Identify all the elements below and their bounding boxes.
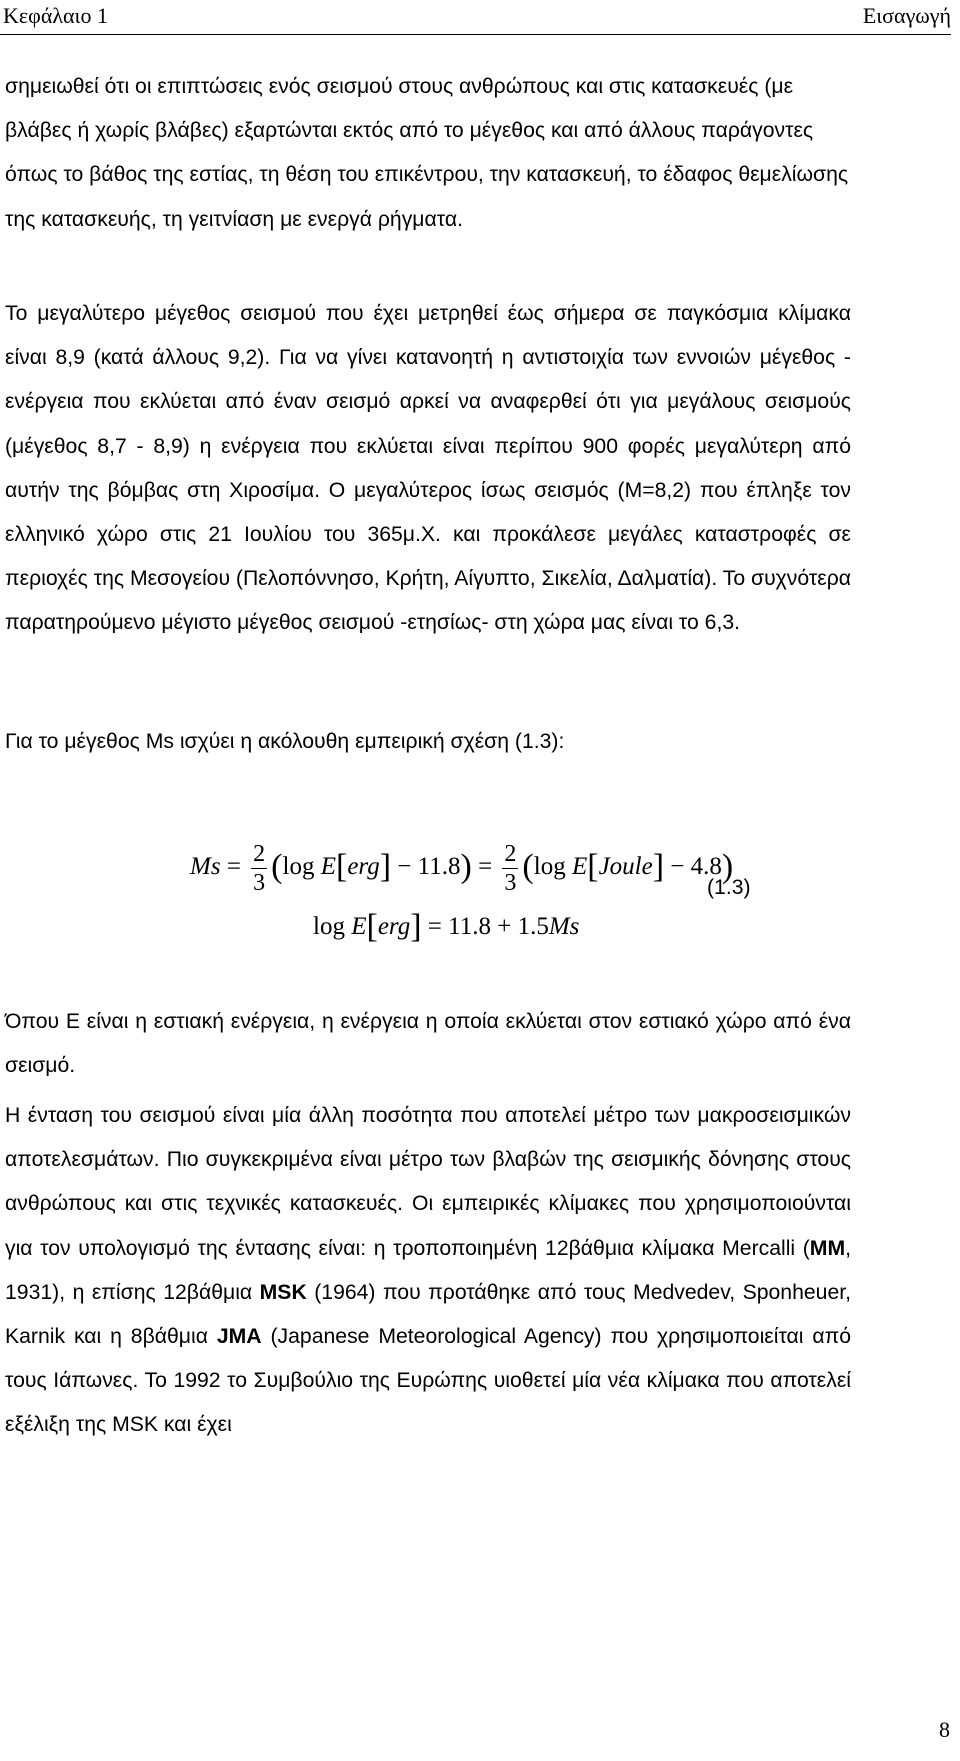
fraction-two-thirds: $\frac{2}{3}$ xyxy=(253,841,266,896)
paragraph-5: Η ένταση του σεισμού είναι μία άλλη ποσότητα που αποτελεί μέτρο των μακροσεισμικών αποτελεσμάτων. Πιο συγκεκριμένα είναι μέτρο των βλαβών της σεισμικής δόνησης στους ανθρώπους και στις τεχνικές κατασκευές. Οι εμπειρικές κλίμακες που χρησιμοποιούνται για τον υπολογισμό της έντασης είναι: η τροποποιημένη 12βάθμια κλίμακα Mercalli (MM, 1931), η επίσης 12βάθμια MSK (1964) που προτάθηκε από τους Medvedev, Sponheuer, Karnik και η 8βάθμια JMA (Japanese Meteorological Agency) που χρησιμοποιείται από τους Ιάπωνες. Το 1992 το Συμβούλιο της Ευρώπης υιοθετεί μία νέα κλίμακα που αποτελεί εξέλιξη της MSK και έχει xyxy=(5,1104,852,1437)
page-number: 8 xyxy=(939,1717,950,1742)
paragraph-2: Το μεγαλύτερο μέγεθος σεισμού που έχει μετρηθεί έως σήμερα σε παγκόσμια κλίμακα είναι 8,9 (κατά άλλους 9,2). Για να γίνει κατανοητή η αντιστοιχία των εννοιών μέγεθος - ενέργεια που εκλύεται από έναν σεισμό αρκεί να αναφερθεί ότι για μεγάλους σεισμούς (μέγεθος 8,7 - 8,9) η ενέργεια που εκλύεται είναι περίπου 900 φορές μεγαλύτερη από αυτήν της βόμβας στη Χιροσίμα. Ο μεγαλύτερος ίσως σεισμός (Μ=8,2) που έπληξε τον ελληνικό χώρο στις 21 Ιουλίου του 365μ.Χ. και προκάλεσε μεγάλες καταστροφές σε περιοχές της Μεσογείου (Πελοπόννησο, Κρήτη, Αίγυπτο, Σικελία, Δαλματία). Το συχνότερα παρατηρούμενο μέγιστο μέγεθος σεισμού -ετησίως- στη χώρα μας είναι το 6,3. xyxy=(5,302,851,635)
fraction-two-thirds-2: $\frac{2}{3}$ xyxy=(504,841,517,896)
paragraph-3: Για το μέγεθος Ms ισχύει η ακόλουθη εμπειρική σχέση (1.3): xyxy=(5,730,565,753)
paragraph-4: Όπου Ε είναι η εστιακή ενέργεια, η ενέργεια η οποία εκλύεται στον εστιακό χώρο από ένα σεισμό. xyxy=(5,1010,851,1078)
bold-msk: MSK xyxy=(259,1280,307,1304)
paragraph-1: σημειωθεί ότι οι επιπτώσεις ενός σεισμού στους ανθρώπους και στις κατασκευές (με βλάβες ή χωρίς βλάβες) εξαρτώνται εκτός από το μέγεθος και από άλλους παράγοντες όπως το βάθος της εστίας, τη θέση του επικέντρου, την κατασκευή, το έδαφος θεμελίωσης της κατασκευής, τη γειτνίαση με ενεργά ρήγματα. xyxy=(5,75,849,231)
chapter-label: Κεφάλαιο 1 xyxy=(3,3,108,28)
eq-ms: Ms xyxy=(190,853,221,881)
equation-line-1: Ms = $\frac{2}{3}$ (log E[erg] − 11.8) = $\frac{2}{3}$ (log E[Joule] − 4.8) xyxy=(190,841,734,896)
bold-jma: JMA xyxy=(216,1325,262,1349)
section-label: Εισαγωγή xyxy=(862,3,951,28)
bold-mm: MM xyxy=(809,1236,846,1260)
eq-equals: = xyxy=(226,853,241,881)
equation-number: (1.3) xyxy=(707,876,751,899)
page-header xyxy=(0,0,951,35)
equation-line-2: log E[erg] = 11.8 + 1.5Ms xyxy=(313,908,580,945)
